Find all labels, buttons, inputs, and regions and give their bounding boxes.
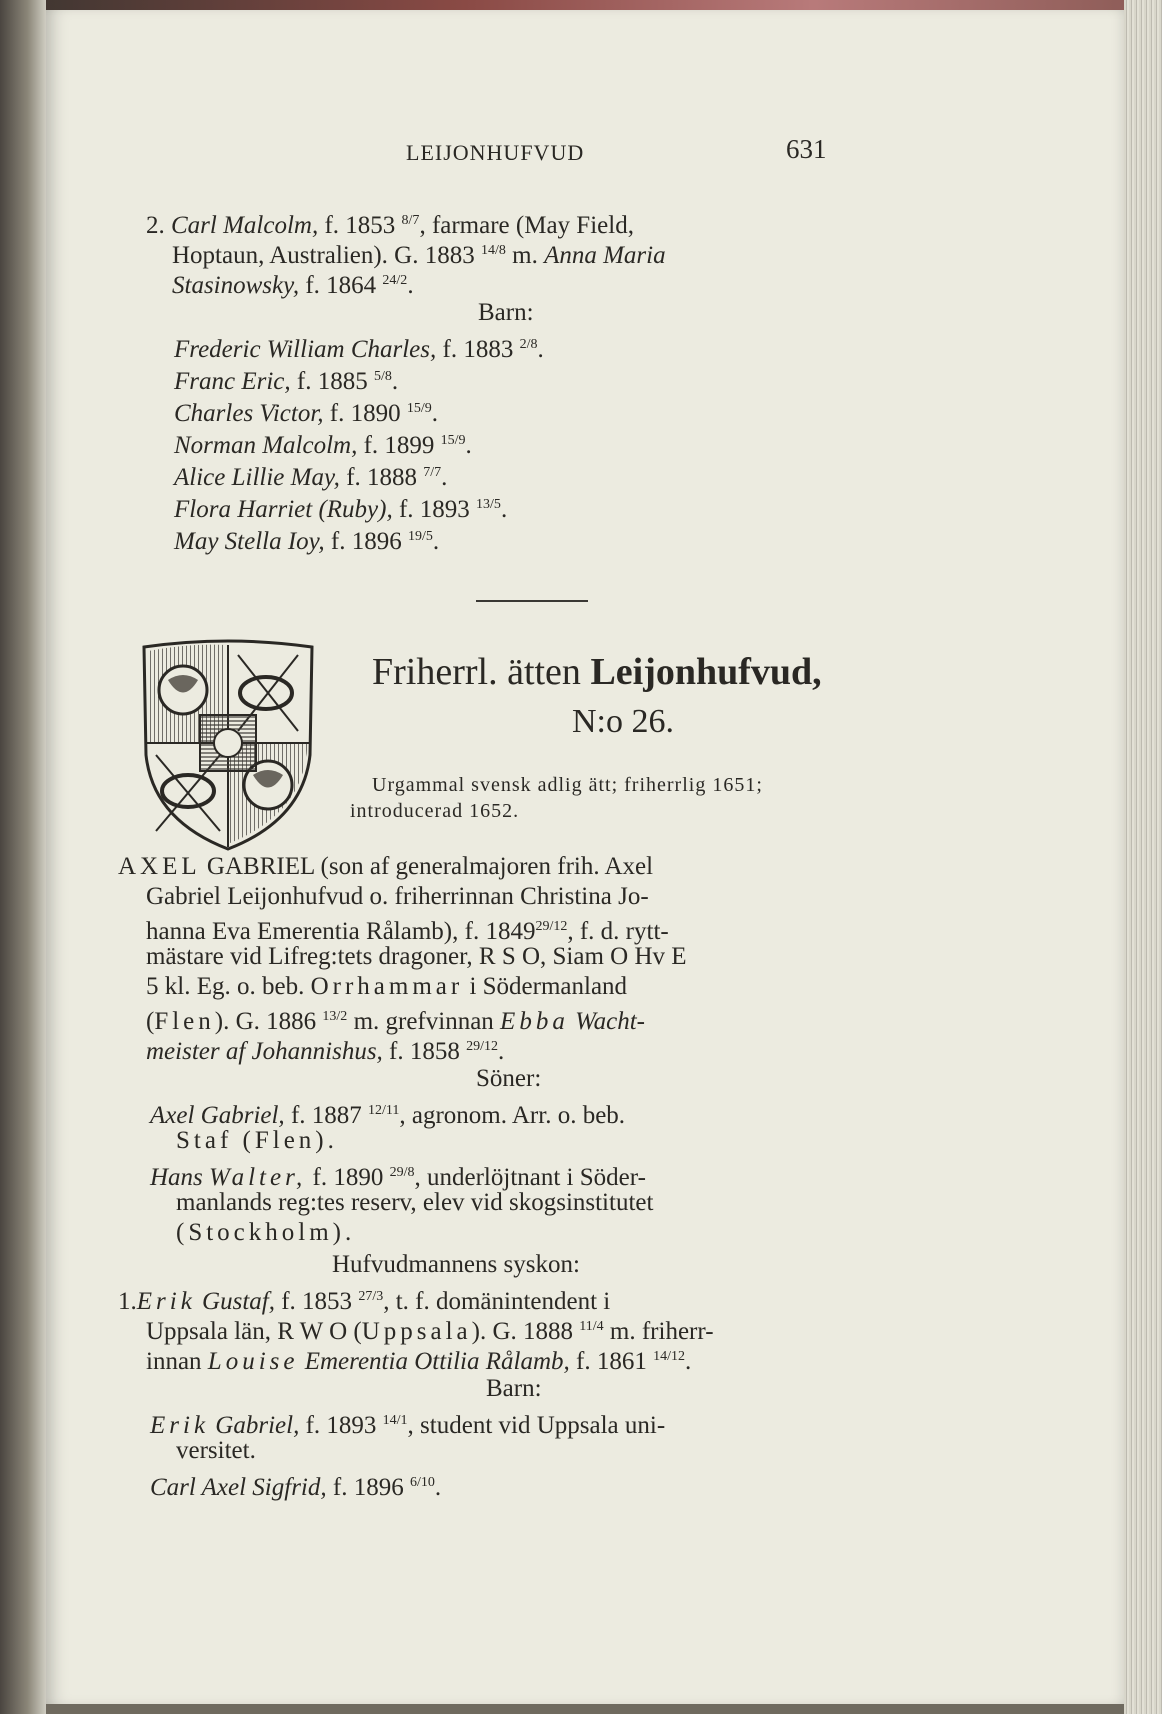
family-name: Leijonhufvud,	[590, 651, 822, 693]
child-name: Erik	[150, 1412, 210, 1439]
punctuation: .	[407, 272, 414, 299]
family-title	[372, 650, 822, 694]
head-text: m. grefvinnan	[353, 1008, 494, 1035]
punctuation: .	[684, 1348, 692, 1375]
entry2-line3	[172, 266, 414, 301]
punctuation: .	[500, 496, 508, 523]
birth-text: f. 1896	[332, 1474, 404, 1501]
child-name: Norman Malcolm,	[174, 432, 358, 459]
child-row	[174, 490, 507, 525]
date-fraction: 14/8	[480, 243, 506, 258]
entry-number: 1.	[118, 1288, 137, 1315]
birth-text: f. 1858	[389, 1038, 460, 1065]
son1-line2: Staf (Flen).	[176, 1127, 338, 1154]
son-name: Axel Gabriel,	[150, 1102, 285, 1129]
occupation-text: , agronom. Arr. o. beb.	[399, 1102, 626, 1129]
person-name: Carl Malcolm,	[171, 212, 319, 239]
punctuation: .	[465, 432, 472, 459]
section-divider	[476, 600, 588, 602]
sibling-text: ). G. 1888	[471, 1318, 574, 1345]
birth-text: f. 1853	[324, 212, 396, 239]
head-text: hanna Eva Emerentia Rålamb), f. 1849	[146, 918, 536, 945]
spouse-name: Anna Maria	[544, 242, 666, 269]
date-fraction: 29/12	[535, 919, 568, 934]
family-title-prefix: Friherrl. ätten	[372, 651, 581, 693]
running-head: LEIJONHUFVUD	[406, 140, 585, 165]
family-number: N:o 26.	[572, 703, 674, 740]
place-name: Uppsala	[361, 1318, 472, 1345]
coat-of-arms-icon	[138, 635, 318, 855]
birth-text: f. 1853	[281, 1288, 353, 1315]
sons-heading: Söner:	[476, 1065, 542, 1092]
head-line5	[146, 972, 627, 1002]
sibling-child1-line2: versitet.	[176, 1437, 256, 1464]
head-text: i Södermanland	[469, 973, 628, 1000]
head-name: AXEL	[118, 853, 201, 880]
child-name: Alice Lillie May,	[174, 464, 340, 491]
date-fraction: 24/2	[382, 273, 408, 288]
spouse-surname: Wacht-	[575, 1008, 645, 1035]
spouse-name: Emerentia Ottilia Rålamb,	[304, 1348, 570, 1375]
child-name: Gabriel,	[215, 1412, 300, 1439]
child-name: Frederic William Charles,	[174, 336, 437, 363]
date-fraction: 2/8	[519, 337, 538, 352]
birth-text: f. 1893	[398, 496, 470, 523]
child-name: Charles Victor,	[174, 400, 324, 427]
head-line7	[146, 1032, 504, 1067]
date-fraction: 7/7	[423, 465, 442, 480]
child-row	[174, 362, 398, 397]
date-fraction: 8/7	[401, 213, 420, 228]
birth-text: f. 1890	[312, 1164, 384, 1191]
spouse-surname: meister af Johannishus,	[146, 1038, 383, 1065]
punctuation: .	[431, 400, 439, 427]
child-row	[174, 426, 472, 461]
date-fraction: 29/12	[466, 1039, 499, 1054]
book-gutter	[0, 0, 46, 1714]
child-name: May Stella Ioy,	[174, 528, 325, 555]
page-number: 631	[786, 134, 827, 164]
child-row	[174, 458, 447, 493]
children-heading: Barn:	[478, 299, 534, 326]
date-fraction: 29/8	[389, 1165, 415, 1180]
date-fraction: 6/10	[409, 1475, 435, 1490]
son-name: Hans	[150, 1164, 203, 1191]
date-fraction: 5/8	[373, 369, 392, 384]
punctuation: .	[434, 1474, 442, 1501]
birth-text: f. 1864	[305, 272, 377, 299]
child-row	[174, 522, 439, 557]
head-text: ). G. 1886	[214, 1008, 317, 1035]
punctuation: .	[537, 336, 544, 363]
sibling-name: Gustaf,	[202, 1288, 275, 1315]
sibling-text: innan	[146, 1348, 202, 1375]
occupation-text: , t. f. domänintendent i	[383, 1288, 611, 1315]
occupation-text: , underlöjtnant i Söder-	[414, 1164, 646, 1191]
punctuation: .	[498, 1038, 505, 1065]
head-line1	[118, 852, 653, 882]
family-description-line2: introducerad 1652.	[350, 800, 520, 822]
child-row	[174, 394, 438, 429]
page-edges	[1124, 0, 1162, 1714]
head-line2: Gabriel Leijonhufvud o. friherrinnan Christina Jo-	[146, 883, 649, 910]
place-name: Flen	[154, 1008, 215, 1035]
birth-text: f. 1890	[329, 400, 401, 427]
punctuation: .	[391, 368, 399, 395]
head-line4: mästare vid Lifreg:tets dragoner, R S O, Siam O Hv E	[146, 943, 687, 970]
sibling1-line3	[146, 1342, 691, 1377]
head-text: 5 kl. Eg. o. beb.	[146, 973, 305, 1000]
date-fraction: 27/3	[358, 1289, 384, 1304]
date-fraction: 15/9	[406, 401, 432, 416]
child-name: Carl Axel Sigfrid,	[150, 1474, 327, 1501]
date-fraction: 12/11	[368, 1103, 400, 1118]
sibling-text: m. friherr-	[609, 1318, 714, 1345]
book-page	[46, 10, 1126, 1704]
birth-text: f. 1893	[305, 1412, 377, 1439]
occupation-text: , student vid Uppsala uni-	[407, 1412, 666, 1439]
marriage-text: m.	[512, 242, 538, 269]
residence-text: Hoptaun, Australien). G. 1883	[172, 242, 475, 269]
birth-text: f. 1883	[442, 336, 514, 363]
date-fraction: 11/4	[579, 1319, 604, 1334]
punctuation: (	[146, 1008, 155, 1035]
siblings-heading: Hufvudmannens syskon:	[332, 1251, 580, 1278]
spouse-name: Louise	[207, 1348, 299, 1375]
child-name: Flora Harriet (Ruby),	[174, 496, 393, 523]
spouse-name: Ebba	[500, 1008, 569, 1035]
birth-text: f. 1896	[330, 528, 402, 555]
date-fraction: 14/12	[653, 1349, 685, 1364]
occupation-text: , farmare (May Field,	[419, 212, 634, 239]
head-text: GABRIEL (son af generalmajoren frih. Axel	[206, 853, 654, 880]
punctuation: .	[432, 528, 440, 555]
birth-text: f. 1885	[296, 368, 368, 395]
birth-text: f. 1899	[363, 432, 435, 459]
family-description-line1: Urgammal svensk adlig ätt; friherrlig 1651;	[372, 774, 763, 796]
page-text	[46, 10, 1126, 1704]
sibling-name: Erik	[136, 1288, 196, 1315]
birth-text: f. 1888	[346, 464, 418, 491]
son2-line3: (Stockholm).	[176, 1219, 356, 1246]
punctuation: .	[441, 464, 448, 491]
spouse-surname: Stasinowsky,	[172, 272, 300, 299]
son2-line2: manlands reg:tes reserv, elev vid skogsinstitutet	[176, 1189, 654, 1216]
birth-text: f. 1861	[576, 1348, 647, 1375]
child-row	[174, 330, 544, 365]
sibling-child2-line1	[150, 1468, 441, 1503]
head-text: , f. d. rytt-	[567, 918, 669, 945]
son-name: Walter,	[209, 1164, 307, 1191]
estate-name: Orrhammar	[310, 973, 464, 1000]
sibling-text: Uppsala län, R W O (	[146, 1318, 362, 1345]
date-fraction: 14/1	[382, 1413, 408, 1428]
entry-number: 2.	[146, 212, 165, 239]
birth-text: f. 1887	[290, 1102, 362, 1129]
date-fraction: 13/2	[322, 1009, 348, 1024]
child-name: Franc Eric,	[174, 368, 291, 395]
sibling-children-heading: Barn:	[486, 1375, 542, 1402]
date-fraction: 19/5	[407, 529, 433, 544]
date-fraction: 15/9	[440, 433, 466, 448]
date-fraction: 13/5	[476, 497, 501, 512]
